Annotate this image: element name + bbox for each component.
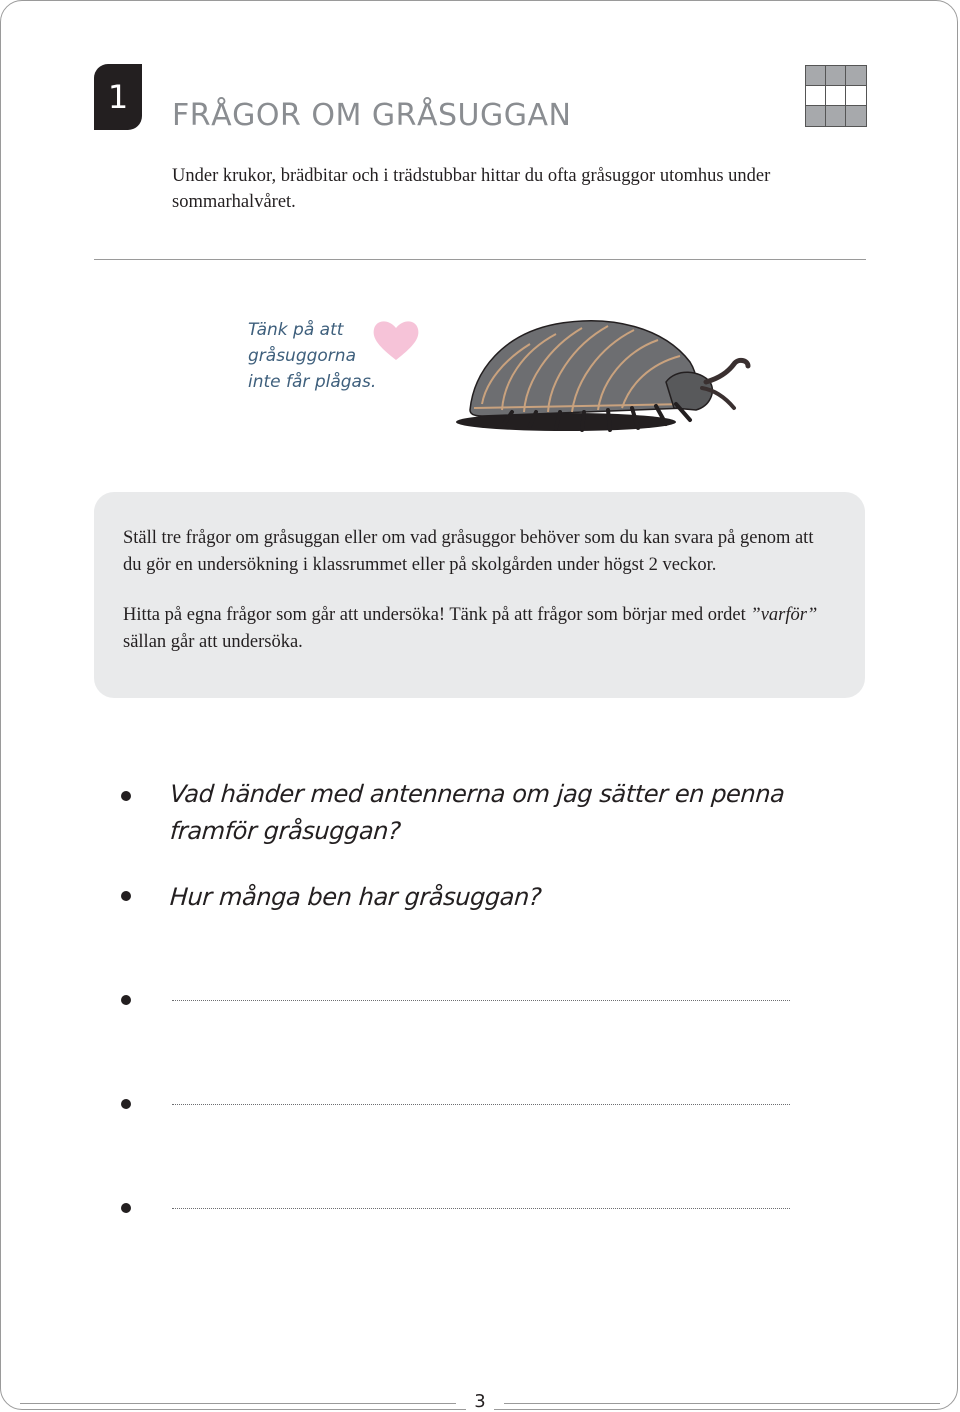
instruction-text-end: sällan går att undersöka.	[123, 631, 303, 652]
instruction-paragraph: Ställ tre frågor om gråsuggan eller om vad gråsuggor behöver som du kan svara på genom att du gör en undersökning i klassrummet eller på skolgården under högst 2 veckor.	[123, 528, 814, 575]
bullet	[121, 1203, 131, 1213]
instruction-box	[94, 492, 865, 698]
footer-divider	[504, 1403, 940, 1404]
instruction-text: Hitta på egna frågor som går att undersöka! Tänk på att frågor som börjar med ordet	[123, 605, 751, 625]
handwritten-question: Hur många ben har gråsuggan?	[169, 883, 543, 911]
answer-line[interactable]	[172, 1104, 790, 1105]
handwritten-question-continued: framför gråsuggan?	[169, 817, 402, 845]
footer-divider	[20, 1403, 456, 1404]
page-number: 3	[466, 1391, 494, 1412]
instruction-paragraph-2	[123, 602, 836, 655]
handwritten-question: Vad händer med antennerna om jag sätter en penna	[169, 780, 786, 808]
answer-line[interactable]	[172, 1000, 790, 1001]
chapter-number-badge: 1	[94, 64, 142, 130]
page-title: FRÅGOR OM GRÅSUGGAN	[172, 98, 572, 133]
tip-text: Tänk på att gråsuggorna inte får plågas.	[248, 320, 377, 392]
divider	[94, 259, 866, 260]
bullet	[121, 1099, 131, 1109]
intro-text: Under krukor, brädbitar och i trädstubbar hittar du ofta gråsuggor utomhus under sommarhalvåret.	[172, 166, 771, 212]
heart-icon	[372, 316, 420, 362]
woodlouse-illustration	[452, 312, 752, 442]
emphasis-word: ”varför”	[750, 605, 818, 625]
bullet	[121, 791, 131, 801]
answer-line[interactable]	[172, 1208, 790, 1209]
progress-grid-icon	[805, 65, 867, 127]
bullet	[121, 891, 131, 901]
bullet	[121, 995, 131, 1005]
